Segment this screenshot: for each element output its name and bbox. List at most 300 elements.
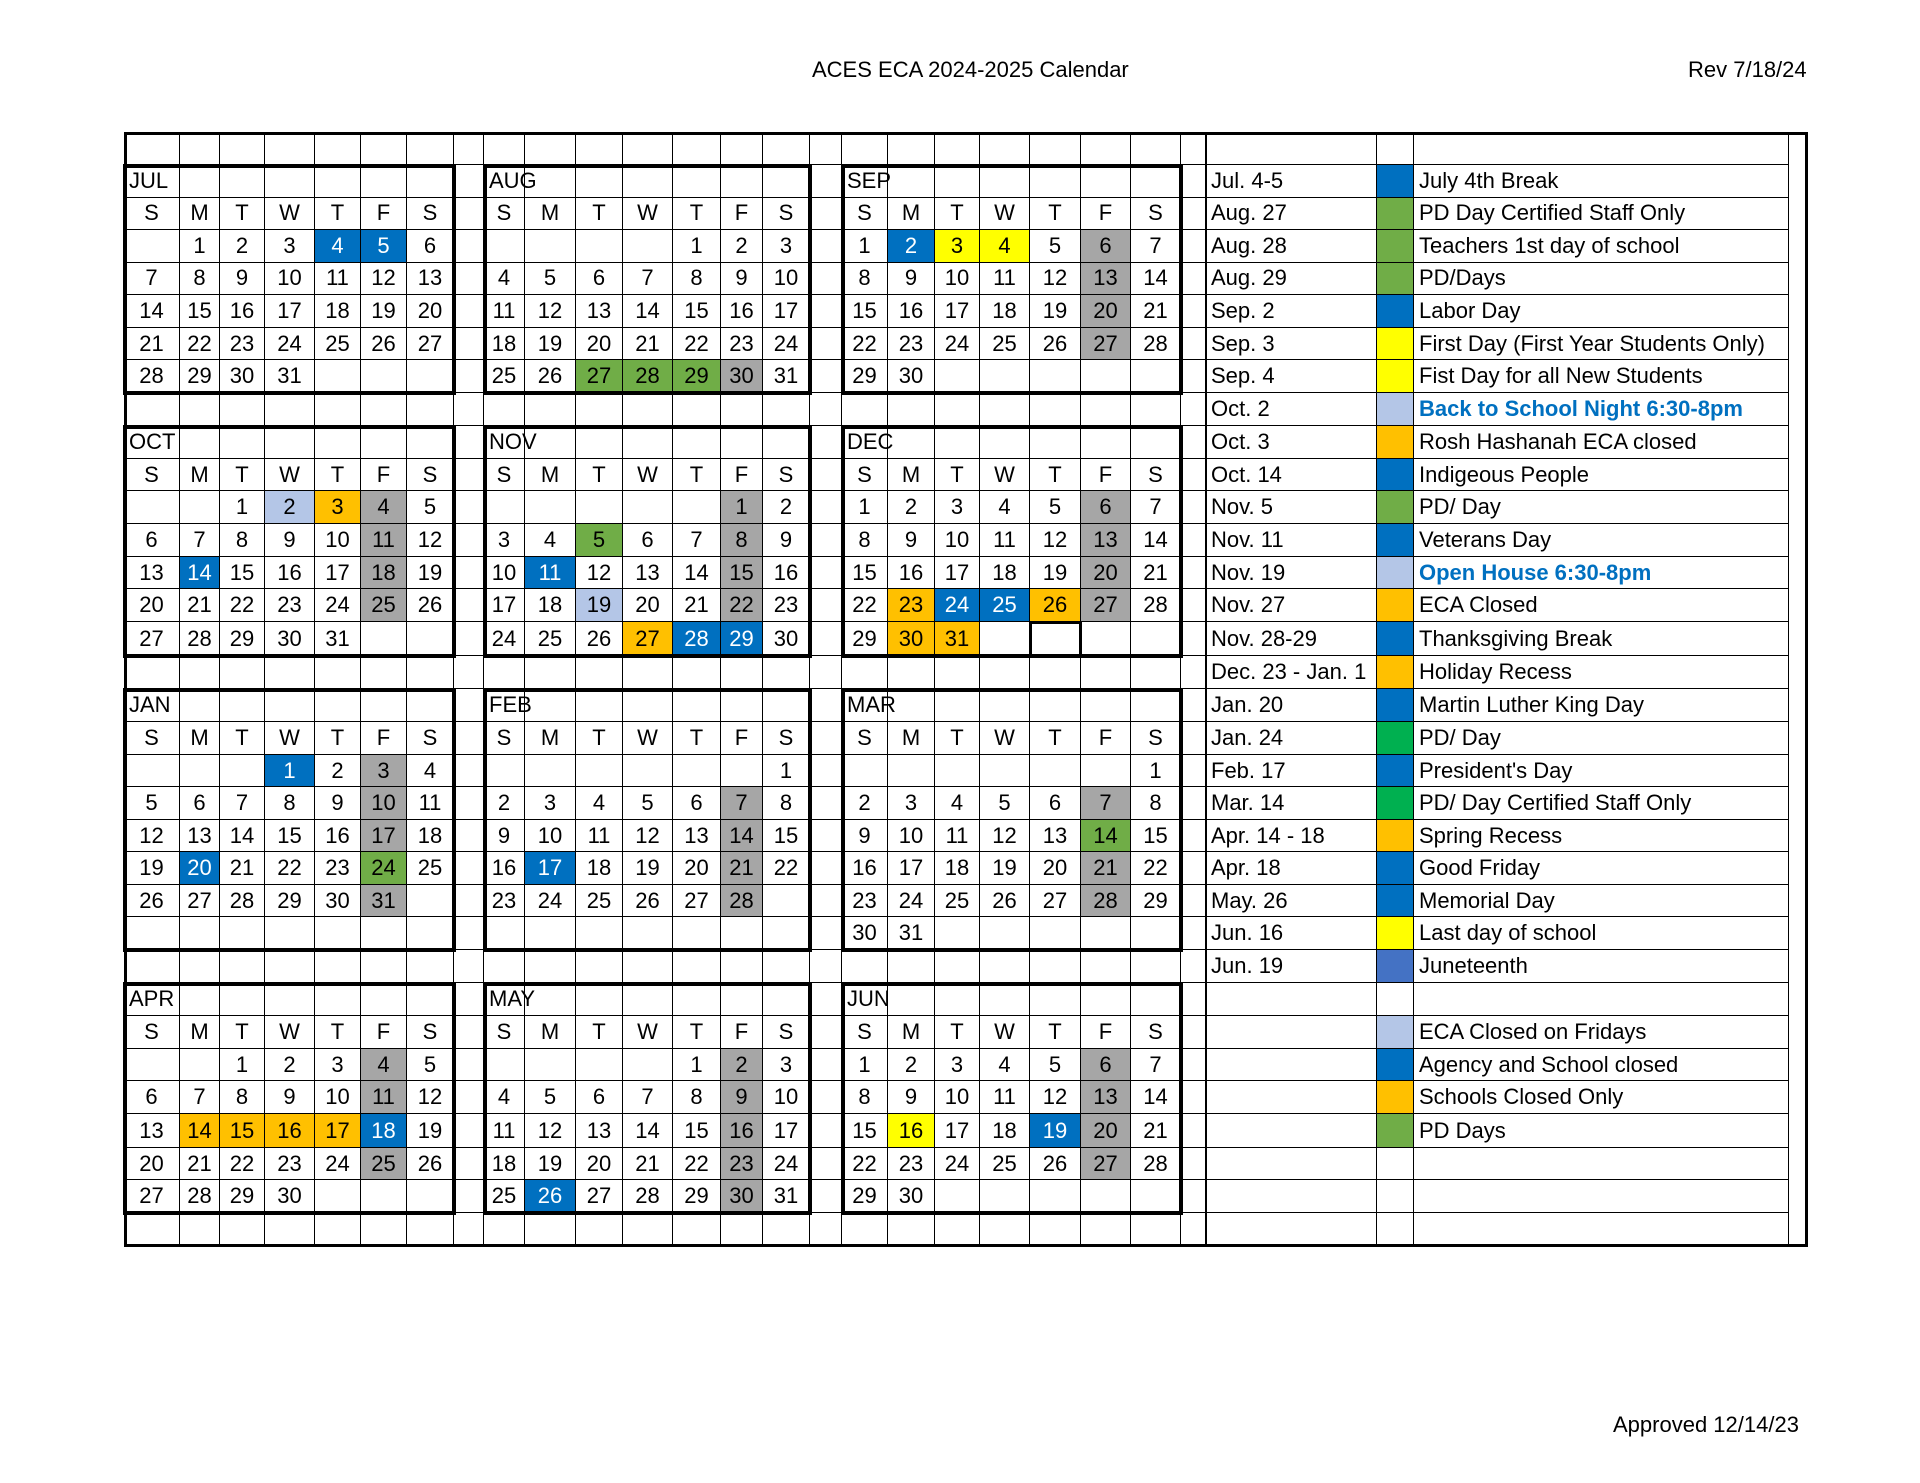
weekday-header: M xyxy=(180,1016,220,1049)
day-cell: 27 xyxy=(623,622,673,656)
day-cell: 4 xyxy=(484,1081,525,1114)
empty-day-cell xyxy=(407,622,454,656)
day-cell: 25 xyxy=(525,622,576,656)
day-cell: 28 xyxy=(1131,328,1181,360)
empty-day-cell xyxy=(315,360,361,393)
month-header-blank xyxy=(576,983,623,1016)
month-header-blank xyxy=(361,689,407,722)
day-cell: 24 xyxy=(265,328,315,360)
grid-cell xyxy=(1030,132,1081,165)
event-color-swatch xyxy=(1377,689,1414,722)
month-header-blank xyxy=(721,689,763,722)
grid-cell xyxy=(454,722,484,755)
grid-cell xyxy=(454,1148,484,1180)
day-cell: 5 xyxy=(980,787,1030,820)
weekday-header: T xyxy=(1030,198,1081,231)
day-cell: 2 xyxy=(315,755,361,787)
day-cell: 11 xyxy=(980,524,1030,557)
grid-cell xyxy=(454,459,484,491)
weekday-header: M xyxy=(888,198,935,231)
day-cell: 9 xyxy=(265,524,315,557)
weekday-header: T xyxy=(935,1016,980,1049)
day-cell: 12 xyxy=(1030,1081,1081,1114)
month-header-blank xyxy=(576,689,623,722)
day-cell: 7 xyxy=(1131,491,1181,524)
day-cell: 4 xyxy=(361,491,407,524)
day-cell: 13 xyxy=(180,820,220,852)
grid-cell xyxy=(673,656,721,689)
day-cell: 27 xyxy=(1030,885,1081,917)
day-cell: 9 xyxy=(763,524,810,557)
month-header-blank xyxy=(1030,983,1081,1016)
grid-cell xyxy=(810,524,842,557)
day-cell: 7 xyxy=(180,524,220,557)
grid-cell xyxy=(124,950,180,983)
event-date: Dec. 23 - Jan. 1 xyxy=(1206,656,1377,689)
day-cell: 20 xyxy=(124,589,180,622)
day-cell: 5 xyxy=(525,263,576,296)
weekday-header: F xyxy=(721,198,763,231)
weekday-header: T xyxy=(220,1016,265,1049)
month-header-blank xyxy=(888,426,935,459)
event-color-swatch xyxy=(1377,820,1414,852)
day-cell: 8 xyxy=(721,524,763,557)
event-color-swatch xyxy=(1377,491,1414,524)
day-cell: 13 xyxy=(124,557,180,589)
grid-cell xyxy=(1181,263,1206,296)
month-header-blank xyxy=(935,983,980,1016)
grid-cell xyxy=(1181,622,1206,656)
day-cell: 15 xyxy=(842,1114,888,1148)
day-cell: 13 xyxy=(1081,1081,1131,1114)
weekday-header: T xyxy=(935,459,980,491)
event-date: Aug. 28 xyxy=(1206,230,1377,263)
event-color-swatch xyxy=(1377,852,1414,885)
day-cell: 21 xyxy=(220,852,265,885)
month-header-blank xyxy=(361,983,407,1016)
grid-cell xyxy=(1181,328,1206,360)
day-cell: 18 xyxy=(407,820,454,852)
grid-cell xyxy=(1181,689,1206,722)
day-cell: 15 xyxy=(220,557,265,589)
day-cell: 12 xyxy=(407,1081,454,1114)
weekday-header: T xyxy=(935,198,980,231)
day-cell: 3 xyxy=(361,755,407,787)
weekday-header: F xyxy=(361,198,407,231)
day-cell: 21 xyxy=(623,1148,673,1180)
event-date: Apr. 14 - 18 xyxy=(1206,820,1377,852)
day-cell: 23 xyxy=(721,1148,763,1180)
grid-cell xyxy=(525,656,576,689)
day-cell: 6 xyxy=(673,787,721,820)
day-cell: 16 xyxy=(220,295,265,328)
month-header-blank xyxy=(407,983,454,1016)
grid-cell xyxy=(1131,1213,1181,1247)
day-cell: 12 xyxy=(124,820,180,852)
month-header-blank xyxy=(623,689,673,722)
grid-cell xyxy=(980,950,1030,983)
month-header-blank xyxy=(1131,689,1181,722)
grid-cell xyxy=(1181,1114,1206,1148)
day-cell: 30 xyxy=(721,1180,763,1213)
event-date: Nov. 5 xyxy=(1206,491,1377,524)
empty-day-cell xyxy=(1030,622,1081,656)
event-label: ECA Closed xyxy=(1414,589,1789,622)
grid-cell xyxy=(454,917,484,950)
weekday-header: F xyxy=(1081,198,1131,231)
event-color-swatch xyxy=(1377,524,1414,557)
grid-cell xyxy=(576,1213,623,1247)
day-cell: 9 xyxy=(315,787,361,820)
empty-day-cell xyxy=(980,622,1030,656)
weekday-header: W xyxy=(623,722,673,755)
empty-day-cell xyxy=(1030,917,1081,950)
event-color-swatch xyxy=(1377,885,1414,917)
month-header-blank xyxy=(1030,165,1081,198)
grid-cell xyxy=(1181,1016,1206,1049)
day-cell: 27 xyxy=(180,885,220,917)
day-cell: 25 xyxy=(980,589,1030,622)
day-cell: 11 xyxy=(525,557,576,589)
grid-cell xyxy=(1181,820,1206,852)
day-cell: 31 xyxy=(888,917,935,950)
day-cell: 10 xyxy=(315,524,361,557)
day-cell: 22 xyxy=(180,328,220,360)
month-header-blank xyxy=(673,689,721,722)
weekday-header: M xyxy=(525,722,576,755)
event-date: Feb. 17 xyxy=(1206,755,1377,787)
grid-cell xyxy=(361,393,407,426)
day-cell: 22 xyxy=(842,589,888,622)
day-cell: 23 xyxy=(888,589,935,622)
legend-label: Schools Closed Only xyxy=(1414,1081,1789,1114)
grid-cell xyxy=(1181,1180,1206,1213)
day-cell: 14 xyxy=(1131,263,1181,296)
grid-cell xyxy=(888,132,935,165)
event-label: Fist Day for all New Students xyxy=(1414,360,1789,393)
month-header-blank xyxy=(623,426,673,459)
empty-day-cell xyxy=(576,755,623,787)
day-cell: 19 xyxy=(407,1114,454,1148)
grid-cell xyxy=(673,393,721,426)
day-cell: 30 xyxy=(842,917,888,950)
grid-cell xyxy=(180,393,220,426)
grid-cell xyxy=(525,132,576,165)
day-cell: 23 xyxy=(888,328,935,360)
month-header-blank xyxy=(220,983,265,1016)
weekday-header: S xyxy=(763,459,810,491)
grid-cell xyxy=(315,656,361,689)
empty-day-cell xyxy=(124,230,180,263)
grid-cell xyxy=(1181,1213,1206,1247)
grid-cell xyxy=(842,1213,888,1247)
empty-day-cell xyxy=(842,755,888,787)
day-cell: 11 xyxy=(935,820,980,852)
grid-cell xyxy=(525,950,576,983)
empty-day-cell xyxy=(673,755,721,787)
event-label: First Day (First Year Students Only) xyxy=(1414,328,1789,360)
day-cell: 1 xyxy=(673,1049,721,1081)
day-cell: 22 xyxy=(721,589,763,622)
grid-cell xyxy=(1181,787,1206,820)
day-cell: 13 xyxy=(407,263,454,296)
day-cell: 8 xyxy=(673,263,721,296)
empty-day-cell xyxy=(124,755,180,787)
weekday-header: T xyxy=(1030,722,1081,755)
grid-cell xyxy=(888,656,935,689)
day-cell: 1 xyxy=(220,491,265,524)
month-header-blank xyxy=(763,426,810,459)
event-label: Memorial Day xyxy=(1414,885,1789,917)
grid-cell xyxy=(454,1016,484,1049)
weekday-header: S xyxy=(484,722,525,755)
day-cell: 31 xyxy=(361,885,407,917)
grid-cell xyxy=(1131,656,1181,689)
month-header-blank xyxy=(980,426,1030,459)
weekday-header: T xyxy=(315,198,361,231)
empty-day-cell xyxy=(361,360,407,393)
day-cell: 17 xyxy=(935,295,980,328)
grid-cell xyxy=(1181,656,1206,689)
day-cell: 5 xyxy=(361,230,407,263)
day-cell: 22 xyxy=(673,328,721,360)
grid-cell xyxy=(124,656,180,689)
day-cell: 29 xyxy=(180,360,220,393)
empty-day-cell xyxy=(1030,755,1081,787)
day-cell: 4 xyxy=(525,524,576,557)
month-header-blank xyxy=(935,689,980,722)
month-header-blank xyxy=(888,983,935,1016)
day-cell: 18 xyxy=(484,328,525,360)
grid-cell xyxy=(220,1213,265,1247)
grid-cell xyxy=(407,950,454,983)
month-header-blank xyxy=(315,426,361,459)
day-cell: 30 xyxy=(220,360,265,393)
day-cell: 7 xyxy=(124,263,180,296)
empty-day-cell xyxy=(1131,1180,1181,1213)
day-cell: 18 xyxy=(980,557,1030,589)
day-cell: 19 xyxy=(1030,1114,1081,1148)
empty-day-cell xyxy=(623,1049,673,1081)
day-cell: 6 xyxy=(180,787,220,820)
grid-cell xyxy=(1181,426,1206,459)
day-cell: 23 xyxy=(763,589,810,622)
day-cell: 29 xyxy=(1131,885,1181,917)
event-color-swatch xyxy=(1377,263,1414,296)
grid-cell xyxy=(1030,1213,1081,1247)
month-name: DEC xyxy=(842,426,888,459)
weekday-header: S xyxy=(407,722,454,755)
event-color-swatch xyxy=(1377,295,1414,328)
day-cell: 21 xyxy=(1131,295,1181,328)
empty-day-cell xyxy=(1081,917,1131,950)
empty-day-cell xyxy=(124,917,180,950)
day-cell: 23 xyxy=(315,852,361,885)
month-header-blank xyxy=(673,165,721,198)
day-cell: 16 xyxy=(721,1114,763,1148)
day-cell: 18 xyxy=(980,1114,1030,1148)
grid-cell xyxy=(265,393,315,426)
weekday-header: T xyxy=(1030,1016,1081,1049)
weekday-header: S xyxy=(407,198,454,231)
empty-day-cell xyxy=(935,755,980,787)
day-cell: 6 xyxy=(124,1081,180,1114)
event-label: Teachers 1st day of school xyxy=(1414,230,1789,263)
day-cell: 2 xyxy=(265,491,315,524)
event-color-swatch xyxy=(1377,459,1414,491)
day-cell: 24 xyxy=(315,1148,361,1180)
grid-cell xyxy=(484,656,525,689)
day-cell: 28 xyxy=(124,360,180,393)
weekday-header: F xyxy=(361,459,407,491)
day-cell: 1 xyxy=(721,491,763,524)
day-cell: 28 xyxy=(180,1180,220,1213)
day-cell: 17 xyxy=(763,295,810,328)
day-cell: 10 xyxy=(763,263,810,296)
grid-cell xyxy=(454,1213,484,1247)
grid-cell xyxy=(623,950,673,983)
weekday-header: S xyxy=(1131,198,1181,231)
day-cell: 22 xyxy=(220,589,265,622)
weekday-header: T xyxy=(1030,459,1081,491)
grid-cell xyxy=(673,132,721,165)
day-cell: 15 xyxy=(673,295,721,328)
grid-cell xyxy=(1181,360,1206,393)
event-color-swatch xyxy=(1377,622,1414,656)
weekday-header: S xyxy=(484,198,525,231)
approved-label: Approved 12/14/23 xyxy=(1613,1412,1799,1437)
empty-day-cell xyxy=(220,755,265,787)
event-label: Labor Day xyxy=(1414,295,1789,328)
weekday-header: T xyxy=(576,722,623,755)
day-cell: 7 xyxy=(1131,1049,1181,1081)
grid-cell xyxy=(673,1213,721,1247)
day-cell: 4 xyxy=(484,263,525,296)
grid-cell xyxy=(454,950,484,983)
event-date: Oct. 14 xyxy=(1206,459,1377,491)
grid-cell xyxy=(980,656,1030,689)
day-cell: 17 xyxy=(315,557,361,589)
day-cell: 8 xyxy=(673,1081,721,1114)
day-cell: 18 xyxy=(361,557,407,589)
month-header-blank xyxy=(1081,165,1131,198)
weekday-header: T xyxy=(673,722,721,755)
day-cell: 17 xyxy=(361,820,407,852)
empty-day-cell xyxy=(721,917,763,950)
day-cell: 6 xyxy=(407,230,454,263)
day-cell: 7 xyxy=(220,787,265,820)
empty-day-cell xyxy=(407,917,454,950)
grid-cell xyxy=(454,983,484,1016)
event-color-swatch xyxy=(1377,360,1414,393)
day-cell: 6 xyxy=(1081,491,1131,524)
grid-cell xyxy=(454,557,484,589)
day-cell: 11 xyxy=(484,1114,525,1148)
empty-day-cell xyxy=(361,622,407,656)
revision-label: Rev 7/18/24 xyxy=(1688,57,1807,82)
grid-cell xyxy=(484,393,525,426)
weekday-header: W xyxy=(265,722,315,755)
day-cell: 7 xyxy=(180,1081,220,1114)
day-cell: 28 xyxy=(220,885,265,917)
grid-cell xyxy=(315,950,361,983)
grid-cell xyxy=(842,393,888,426)
weekday-header: T xyxy=(220,198,265,231)
weekday-header: T xyxy=(576,459,623,491)
grid-cell xyxy=(361,656,407,689)
event-date: Sep. 2 xyxy=(1206,295,1377,328)
event-label: Martin Luther King Day xyxy=(1414,689,1789,722)
day-cell: 23 xyxy=(888,1148,935,1180)
event-label: Veterans Day xyxy=(1414,524,1789,557)
grid-cell xyxy=(454,198,484,231)
day-cell: 24 xyxy=(763,1148,810,1180)
month-header-blank xyxy=(1081,689,1131,722)
month-header-blank xyxy=(673,426,721,459)
month-header-blank xyxy=(315,689,361,722)
day-cell: 21 xyxy=(1081,852,1131,885)
legend-label: ECA Closed on Fridays xyxy=(1414,1016,1789,1049)
day-cell: 24 xyxy=(935,589,980,622)
grid-cell xyxy=(180,656,220,689)
events-blank-cell xyxy=(1206,1114,1377,1148)
month-name: JUN xyxy=(842,983,888,1016)
grid-cell xyxy=(810,198,842,231)
month-name: FEB xyxy=(484,689,525,722)
month-header-blank xyxy=(721,983,763,1016)
day-cell: 2 xyxy=(842,787,888,820)
month-name: MAR xyxy=(842,689,888,722)
day-cell: 15 xyxy=(180,295,220,328)
empty-day-cell xyxy=(361,917,407,950)
legend-blank-label xyxy=(1414,1148,1789,1180)
weekday-header: W xyxy=(265,1016,315,1049)
day-cell: 2 xyxy=(484,787,525,820)
day-cell: 21 xyxy=(721,852,763,885)
empty-day-cell xyxy=(180,917,220,950)
day-cell: 30 xyxy=(265,622,315,656)
day-cell: 3 xyxy=(484,524,525,557)
month-header-blank xyxy=(525,165,576,198)
grid-cell xyxy=(1181,165,1206,198)
day-cell: 23 xyxy=(265,1148,315,1180)
event-date: Oct. 2 xyxy=(1206,393,1377,426)
grid-cell xyxy=(888,950,935,983)
day-cell: 16 xyxy=(265,1114,315,1148)
day-cell: 30 xyxy=(763,622,810,656)
day-cell: 26 xyxy=(1030,589,1081,622)
day-cell: 4 xyxy=(980,1049,1030,1081)
day-cell: 9 xyxy=(842,820,888,852)
events-label-header-blank xyxy=(1414,132,1789,165)
grid-cell xyxy=(454,393,484,426)
day-cell: 14 xyxy=(1081,820,1131,852)
weekday-header: W xyxy=(980,1016,1030,1049)
grid-cell xyxy=(454,689,484,722)
day-cell: 25 xyxy=(484,360,525,393)
day-cell: 22 xyxy=(842,1148,888,1180)
weekday-header: W xyxy=(623,198,673,231)
day-cell: 10 xyxy=(484,557,525,589)
day-cell: 7 xyxy=(1081,787,1131,820)
event-label: PD Day Certified Staff Only xyxy=(1414,198,1789,231)
grid-cell xyxy=(623,393,673,426)
day-cell: 20 xyxy=(1081,1114,1131,1148)
day-cell: 10 xyxy=(935,1081,980,1114)
weekday-header: S xyxy=(1131,722,1181,755)
weekday-header: M xyxy=(525,459,576,491)
grid-cell xyxy=(721,950,763,983)
